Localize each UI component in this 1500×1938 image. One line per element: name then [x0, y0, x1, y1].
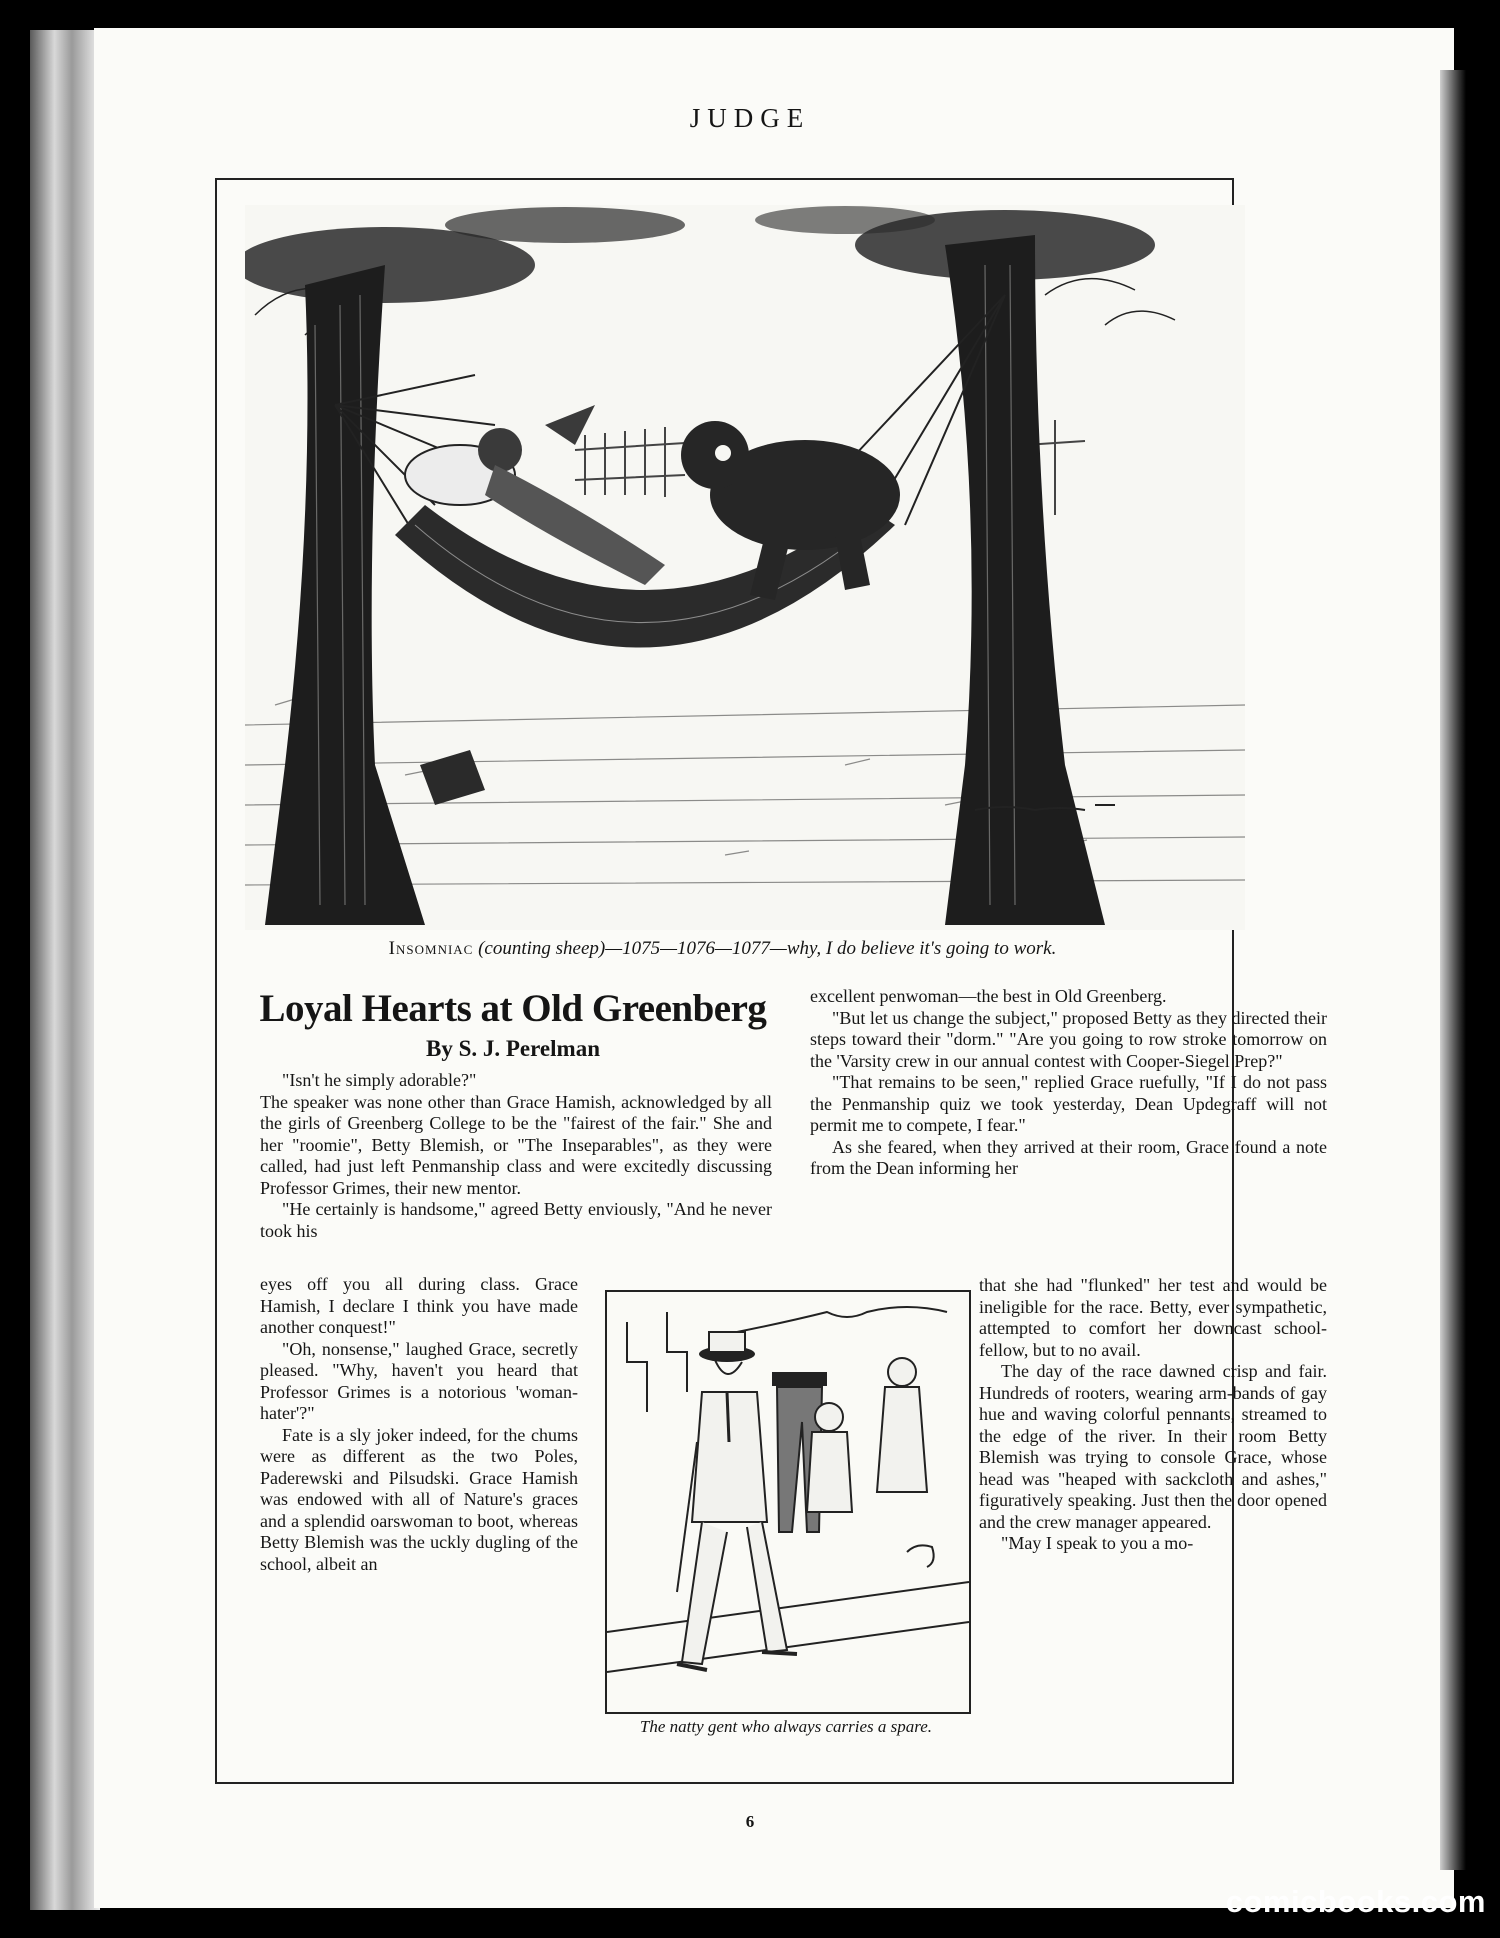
illustration-caption: The natty gent who always carries a spare. — [639, 1717, 933, 1736]
article-byline: By S. J. Perelman — [426, 1036, 600, 1061]
masthead: JUDGE — [689, 103, 811, 133]
article-column-1-top — [260, 1070, 772, 1242]
article-column-2-narrow — [979, 1275, 1327, 1555]
page-gutter-shadow — [1440, 70, 1466, 1870]
paragraph: that she had "flunked" her test and would be ineligible for the race. Betty, ever sympathetic, attempted to comfort her downcast school-fellow, but to no avail. — [979, 1275, 1327, 1360]
article-title: Loyal Hearts at Old Greenberg — [259, 987, 767, 1030]
caption-text: —1075—1076—1077—why, I do believe it's going to work. — [605, 938, 1057, 959]
paragraph: Fate is a sly joker indeed, for the chums were as different as the two Poles, Paderewski and Pilsudski. Grace Hamish was endowed with all of Nature's graces and a splendid oarswoman to boot, whereas Betty Blemish was the uckly dugling of the school, albeit an — [260, 1424, 578, 1574]
paragraph: The day of the race dawned crisp and fair. Hundreds of rooters, wearing arm-bands of gay hue and waving colorful pennants, streamed to the edge of the river. In their room Betty Blemish was trying to console Grace, whose head was "heaped with sackcloth and ashes," figuratively speaking. Just then the door opened and the crew manager appeared. — [979, 1361, 1327, 1532]
watermark: comicbooks.com — [1225, 1884, 1486, 1919]
inset-illustration — [605, 1290, 971, 1714]
paragraph: "Oh, nonsense," laughed Grace, secretly pleased. "Why, haven't you heard that Professor Grimes is a notorious 'woman-hater'?" — [260, 1338, 578, 1423]
book-binding — [30, 30, 100, 1910]
paragraph: As she feared, when they arrived at their room, Grace found a note from the Dean informing her — [810, 1136, 1327, 1178]
cartoon-caption — [215, 938, 1230, 960]
hammock-cartoon — [245, 205, 1245, 930]
caption-speaker: Insomniac — [388, 938, 474, 959]
article-column-2-top — [810, 986, 1327, 1180]
page-number: 6 — [745, 1812, 755, 1831]
paragraph: eyes off you all during class. Grace Hamish, I declare I think you have made another conquest!" — [260, 1274, 578, 1337]
paragraph: "That remains to be seen," replied Grace ruefully, "If I do not pass the Penmanship quiz we took yesterday, Dean Updegraff will not permit me to compete, I fear." — [810, 1072, 1327, 1135]
paragraph: "Isn't he simply adorable?" — [282, 1070, 477, 1090]
paragraph: "May I speak to you a mo- — [1001, 1533, 1194, 1553]
paragraph: "But let us change the subject," proposed Betty as they directed their steps toward their "dorm." "Are you going to row stroke tomorrow on the 'Varsity crew in our annual contest with Cooper-Siegel Prep?" — [810, 1007, 1327, 1071]
caption-parenthetical: (counting sheep) — [478, 938, 606, 959]
paragraph: "He certainly is handsome," agreed Betty enviously, "And he never took his — [260, 1199, 772, 1241]
paragraph: The speaker was none other than Grace Hamish, acknowledged by all the girls of Greenberg College to be the "fairest of the fair." She and her "roomie", Betty Blemish, or "The Inseparables", as they were called, had just left Penmanship class and were excitedly discussing Professor Grimes, their new mentor. — [260, 1091, 772, 1198]
paragraph: excellent penwoman—the best in Old Greenberg. — [810, 986, 1167, 1006]
natty-gent-drawing — [607, 1292, 969, 1712]
article-column-1-narrow — [260, 1274, 578, 1575]
